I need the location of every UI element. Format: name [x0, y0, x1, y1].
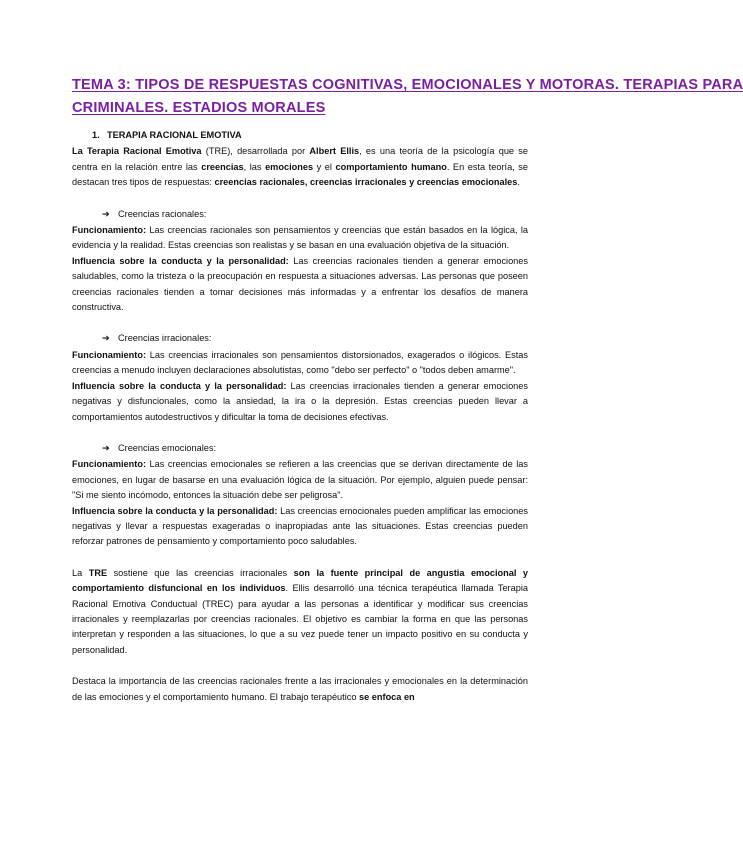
- racionales-influencia: Influencia sobre la conducta y la personalidad: Las creencias racionales tienden a generar emociones saludables, como la tristeza o la preocupación en respuesta a situaciones adversas. Las personas que poseen creencias racionales tienden a tomar decisiones más informadas y a enfrentar los desafíos de manera constructiva.: [72, 255, 528, 313]
- emocionales-influencia: Influencia sobre la conducta y la personalidad: Las creencias emocionales pueden amplificar las emociones negativas y llevar a respuestas exageradas o inapropiadas ante las situaciones. Estas creencias pueden reforzar patrones de pensamiento y comportamiento poco saludables.: [72, 505, 528, 547]
- intro-paragraph: La Terapia Racional Emotiva (TRE), desarrollada por Albert Ellis, es una teoría de la psicología que se centra en la relación entre las creencias, las emociones y el comportamiento humano. En esta teoría, se destacan tres tipos de respuestas: creencias racionales, creencias irracionales y creencias emocionales.: [72, 146, 529, 188]
- emocionales-funcionamiento: Funcionamiento: Las creencias emocionales se refieren a las creencias que se derivan directamente de las emociones, en lugar de basarse en una evaluación lógica de la situación. Por ejemplo, alguien puede pensar: "Si me siento incómodo, entonces la situación debe ser peligrosa".: [72, 459, 528, 501]
- closing-paragraph: Destaca la importancia de las creencias racionales frente a las irracionales y emocionales en la determinación de las emociones y el comportamiento humano. El trabajo terapéutico se enfoca en: [72, 676, 528, 702]
- subheading-irracionales: ➔ Creencias irracionales:: [72, 331, 528, 346]
- subheading-racionales: ➔ Creencias racionales:: [72, 207, 528, 222]
- section-number: 1.: [92, 130, 100, 140]
- arrow-icon: ➔: [102, 442, 110, 453]
- irracionales-funcionamiento: Funcionamiento: Las creencias irracionales son pensamientos distorsionados, exagerados o ilógicos. Estas creencias a menudo incluyen declaraciones absolutistas, como "debo ser perfecto" o "todos deben amarme".: [72, 349, 528, 376]
- arrow-icon: ➔: [102, 208, 110, 219]
- irracionales-influencia: Influencia sobre la conducta y la personalidad: Las creencias irracionales tienden a generar emociones negativas y disfuncionales, como la ansiedad, la ira o la depresión. Estas creencias pueden llevar a comportamientos autodestructivos y dificultar la toma de decisiones efectivas.: [72, 380, 528, 422]
- racionales-funcionamiento: Funcionamiento: Las creencias racionales son pensamientos y creencias que están basados en la lógica, la evidencia y la realidad. Estas creencias son realistas y se basan en una evaluación objetiva de la situación.: [72, 225, 528, 251]
- title-line-1: TEMA 3: TIPOS DE RESPUESTAS COGNITIVAS, EMOCIONALES Y MOTORAS. TERAPIAS PARA: [72, 77, 743, 93]
- document-body: [72, 128, 528, 705]
- arrow-icon: ➔: [102, 333, 110, 344]
- section-title: TERAPIA RACIONAL EMOTIVA: [107, 130, 242, 140]
- summary-paragraph: La TRE sostiene que las creencias irracionales son la fuente principal de angustia emocional y comportamiento disfuncional en los individuos. Ellis desarrolló una técnica terapéutica llamada Terapia Racional Emotiva Conductual (TREC) para ayudar a las personas a identificar y modificar sus creencias irracionales y reemplazarlas por creencias racionales. El objetivo es cambiar la forma en que las personas interpretan y responden a las situaciones, lo que a su vez puede tener un impacto positivo en su conducta y personalidad.: [72, 567, 528, 655]
- subheading-emocionales: ➔ Creencias emocionales:: [72, 441, 528, 456]
- title-line-2: CRIMINALES. ESTADIOS MORALES: [72, 100, 326, 116]
- page-title: [72, 74, 743, 120]
- section-heading: [72, 128, 528, 143]
